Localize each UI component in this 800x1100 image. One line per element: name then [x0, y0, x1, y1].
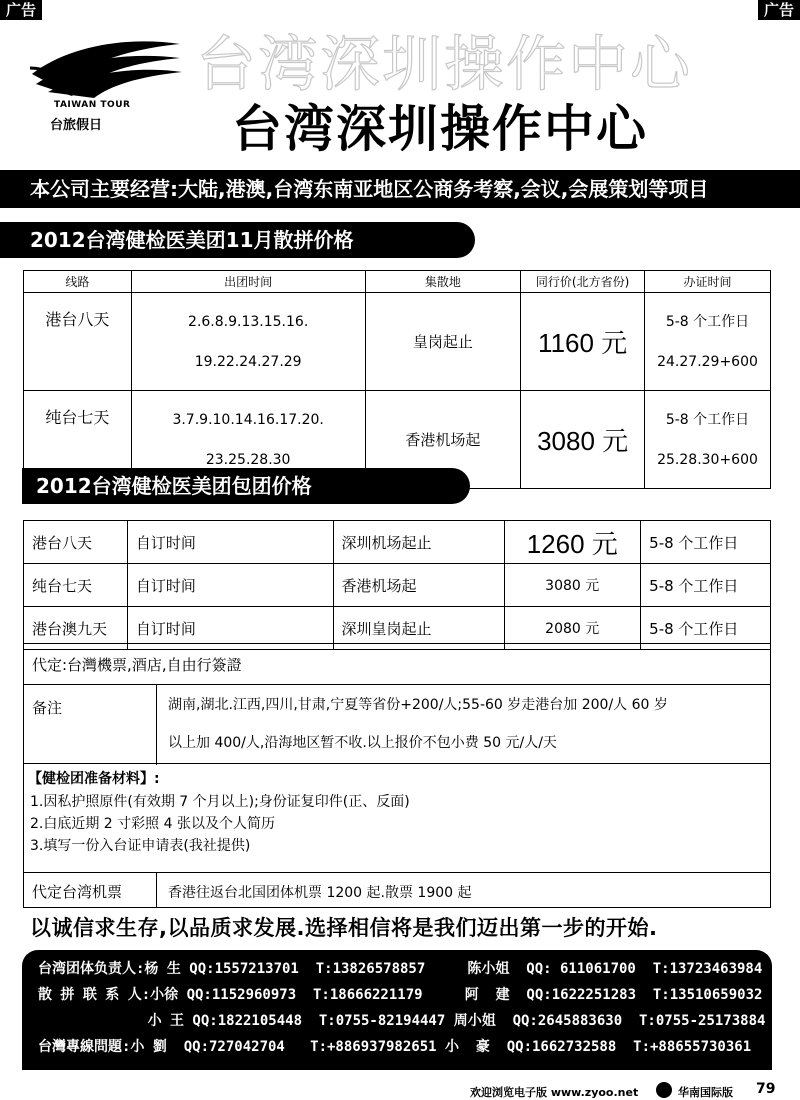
visa-cell: [645, 391, 771, 489]
ticket-label: 代定台湾机票: [32, 883, 123, 901]
place-cell: 香港机场起: [365, 391, 521, 489]
dates-line: 23.25.28.30: [205, 451, 291, 468]
remark-label: 备注: [32, 699, 63, 717]
visa-cell: [645, 293, 771, 391]
price-cell: 1260 元: [505, 521, 641, 564]
price-cell: 3080 元: [505, 564, 641, 607]
page-title: 台湾深圳操作中心: [232, 100, 648, 158]
footer-text: 欢迎浏览电子版 www.zyoo.net: [470, 1086, 639, 1099]
contact-row: 台灣專線問題:小 劉 QQ:727042704 T:+886937982651 小 豪 QQ:1662732588 T:+88655730361: [38, 1039, 752, 1055]
remark-line: 以上加 400/人,沿海地区暂不收.以上报价不包小费 50 元/人/天: [168, 735, 557, 751]
place-cell: 皇岗起止: [365, 293, 521, 391]
contact-row: 散 拼 联 系 人:小徐 QQ:1152960973 T:18666221179 阿 建 QQ:1622251283 T:13510659032: [38, 987, 763, 1003]
badge-circle-icon: [656, 1082, 672, 1098]
visa-line: 5-8 个工作日: [665, 411, 750, 428]
footer-badge: 华南国际版: [678, 1086, 733, 1099]
ad-tag-left: 广告: [0, 0, 42, 20]
contact-panel: [22, 950, 772, 1070]
visa-cell: 5-8 个工作日: [641, 564, 771, 607]
ticket-divider: [156, 873, 157, 907]
slogan: 以诚信求生存,以品质求发展.选择相信将是我们迈出第一步的开始.: [30, 916, 658, 940]
place-cell: 深圳皇岗起止: [333, 607, 505, 650]
agency-row: 代定:台灣機票,酒店,自由行簽證: [23, 643, 771, 685]
route-cell: 纯台七天: [24, 391, 132, 489]
route-cell: 港台八天: [24, 293, 132, 391]
table-header-row: [24, 271, 771, 293]
place-cell: 深圳机场起止: [333, 521, 505, 564]
visa-line: 24.27.29+600: [657, 353, 758, 370]
ticket-text: 香港往返台北国团体机票 1200 起.散票 1900 起: [168, 885, 472, 901]
table-row: [24, 564, 771, 607]
time-cell: 自订时间: [127, 521, 333, 564]
ad-tag-right: 广告: [758, 0, 800, 20]
header-price: 同行价(北方省份): [521, 271, 645, 293]
visa-cell: 5-8 个工作日: [641, 521, 771, 564]
section2-title: 2012台湾健检医美团包团价格: [22, 468, 470, 504]
remark-line: 湖南,湖北.江西,四川,甘肃,宁夏等省份+200/人;55-60 岁走港台加 200/人 60 岁: [168, 697, 668, 713]
ticket-row: [23, 872, 771, 908]
price-cell: 2080 元: [505, 607, 641, 650]
group-price-table: [23, 270, 771, 489]
route-cell: 港台澳九天: [24, 607, 128, 650]
visa-line: 25.28.30+600: [657, 451, 758, 468]
visa-line: 5-8 个工作日: [665, 313, 750, 330]
dates-line: 19.22.24.27.29: [194, 353, 302, 370]
time-cell: 自订时间: [127, 564, 333, 607]
time-cell: 自订时间: [127, 607, 333, 650]
dates-line: 3.7.9.10.14.16.17.20.: [172, 411, 324, 428]
header-place: 集散地: [365, 271, 521, 293]
visa-cell: 5-8 个工作日: [641, 607, 771, 650]
dates-line: 2.6.8.9.13.15.16.: [188, 313, 309, 330]
table-row: [24, 293, 771, 391]
contact-row: 台湾团体负责人:杨 生 QQ:1557213701 T:13826578857 陈小姐 QQ: 611061700 T:13723463984: [38, 961, 763, 977]
header-route: 线路: [24, 271, 132, 293]
materials-item: 3.填写一份入台证申请表(我社提供): [30, 838, 251, 854]
page-number: 79: [756, 1081, 776, 1097]
logo-wave-icon: [28, 38, 186, 100]
taiwan-tour-logo: [28, 38, 186, 138]
dates-cell: [131, 293, 365, 391]
contact-row: 小 王 QQ:1822105448 T:0755-82194447 周小姐 QQ:2645883630 T:0755-25173884: [38, 1013, 766, 1029]
section1-title: 2012台湾健检医美团11月散拼价格: [0, 222, 475, 258]
title-watermark: 台湾深圳操作中心: [196, 30, 692, 100]
header-visa: 办证时间: [645, 271, 771, 293]
page-footer: [470, 1080, 780, 1100]
logo-english: TAIWAN TOUR: [54, 100, 131, 110]
charter-price-table: [23, 520, 771, 650]
materials-title: 【健检团准备材料】:: [28, 771, 160, 787]
materials-item: 2.白底近期 2 寸彩照 4 张以及个人简历: [30, 816, 275, 832]
route-cell: 港台八天: [24, 521, 128, 564]
route-cell: 纯台七天: [24, 564, 128, 607]
materials-box: [23, 763, 771, 873]
place-cell: 香港机场起: [333, 564, 505, 607]
header-dates: 出团时间: [131, 271, 365, 293]
logo-chinese: 台旅假日: [50, 118, 103, 133]
price-cell: 1160 元: [521, 293, 645, 391]
materials-item: 1.因私护照原件(有效期 7 个月以上);身份证复印件(正、反面): [30, 794, 410, 810]
price-cell: 3080 元: [521, 391, 645, 489]
business-scope-bar: 本公司主要经营:大陆,港澳,台湾东南亚地区公商务考察,会议,会展策划等项目: [0, 170, 800, 208]
remark-box: [23, 684, 771, 764]
table-row: [24, 521, 771, 564]
remark-divider: [156, 685, 157, 765]
